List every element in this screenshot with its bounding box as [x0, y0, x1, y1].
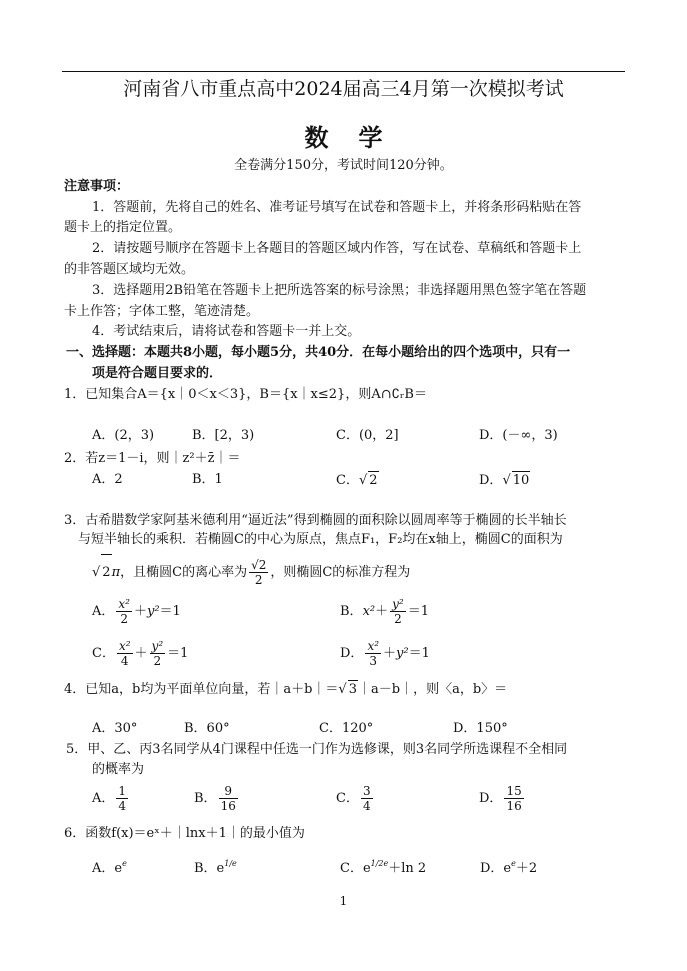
- q3-b-plus: ＋: [375, 604, 389, 619]
- q6-d-sup: e: [511, 859, 516, 868]
- q4-option-d: D．150°: [453, 721, 508, 736]
- q3-line1: 3．古希腊数学家阿基米德利用“逼近法”得到椭圆的面积除以圆周率等于椭圆的长半轴长: [64, 513, 567, 528]
- q3-a-num: x²: [118, 597, 130, 611]
- q2-option-a: A．2: [92, 472, 123, 487]
- q1-stem: 1．已知集合A＝{x｜0＜x＜3}，B＝{x｜x≤2}，则A∩∁ᵣB＝: [64, 387, 427, 402]
- q3-b-den: 2: [394, 612, 402, 626]
- q3-a-label: A．: [92, 604, 115, 619]
- q2-option-d: D．√ 10: [479, 473, 530, 488]
- q3-eccentricity: [249, 558, 268, 587]
- q3-c-frac1: [117, 639, 133, 668]
- section-heading-cont: 项是符合题目要求的．: [92, 366, 223, 381]
- q5-d-label: D．: [479, 791, 503, 806]
- q3-d-label: D．: [340, 646, 364, 661]
- page-number: 1: [339, 894, 348, 908]
- notice-line: 卡上作答；字体工整，笔迹清楚。: [64, 304, 260, 319]
- q3-mid-text: ，且椭圆C的离心率为: [120, 565, 248, 580]
- notice-line: 4．考试结束后，请将试卷和答题卡一并上交。: [92, 324, 361, 339]
- top-rule: [62, 71, 625, 72]
- q5-b-label: B．: [194, 791, 217, 806]
- q3-b-label: B．: [340, 604, 363, 619]
- q4-option-b: B．60°: [184, 721, 230, 736]
- q3-d-den: 3: [369, 654, 378, 668]
- q3-b-x2: x²: [362, 604, 376, 619]
- q6-c-label: C．e: [340, 861, 371, 876]
- q6-b-label: B．e: [194, 861, 225, 876]
- q5-option-a: [92, 783, 130, 815]
- q3-area-pi: π: [111, 565, 121, 580]
- q3-option-c: [92, 638, 188, 670]
- q2-d-radicand: 10: [512, 473, 530, 488]
- q5-d-den: 16: [506, 799, 522, 813]
- q3-b-eq: ＝1: [407, 604, 429, 619]
- q5-d-frac: [504, 784, 523, 813]
- exam-info: 全卷满分150分，考试时间120分钟。: [234, 158, 453, 173]
- q1-option-d: D．(－∞，3): [479, 428, 558, 443]
- q3-a-eq: ＝1: [159, 604, 181, 619]
- q2-c-label: C．: [336, 473, 359, 488]
- q3-b-num: y²: [392, 597, 404, 611]
- q6-option-b: [194, 855, 237, 878]
- notice-heading: 注意事项：: [64, 179, 130, 194]
- q5-line2: 的概率为: [92, 762, 145, 777]
- q3-c-num2: y²: [151, 639, 164, 653]
- notice-line: 1．答题前，先将自己的姓名、准考证号填写在试卷和答题卡上，并将条形码粘贴在答: [92, 200, 582, 215]
- q5-b-num: 9: [219, 784, 238, 799]
- q3-tail-text: ，则椭圆C的标准方程为: [270, 565, 411, 580]
- q6-d-post: ＋2: [515, 861, 538, 876]
- q6-option-a: [92, 855, 127, 878]
- q5-d-num: 15: [506, 784, 522, 798]
- q6-stem: 6．函数f(x)＝eˣ＋｜lnx＋1｜的最小值为: [64, 826, 305, 841]
- subject-title: 数学: [304, 123, 413, 152]
- q4-option-c: C．120°: [319, 721, 374, 736]
- q4-option-a: A．30°: [92, 721, 138, 736]
- q5-a-num: 1: [118, 784, 127, 798]
- q4-stem-radicand: 3: [348, 682, 357, 697]
- q2-d-label: D．: [479, 473, 503, 488]
- q3-d-plus: ＋: [383, 646, 397, 661]
- q1-option-b: B．[2，3): [192, 428, 255, 443]
- q2-option-c: C．√ 2: [336, 473, 378, 488]
- q3-a-y2: y²: [146, 604, 160, 619]
- notice-line: 题卡上的指定位置。: [64, 220, 182, 235]
- q3-option-b: [340, 596, 429, 628]
- q5-a-label: A．: [92, 791, 115, 806]
- q6-a-label: A．e: [92, 861, 123, 876]
- q3-option-a: [92, 596, 181, 628]
- q5-c-label: C．: [336, 791, 359, 806]
- q6-option-d: [480, 855, 537, 878]
- q3-c-num1: x²: [118, 639, 131, 653]
- q4-stem-pre: 4．已知a，b均为平面单位向量，若｜a＋b｜＝: [64, 682, 339, 697]
- q3-c-frac2: [150, 639, 166, 668]
- q6-a-sup: e: [122, 859, 127, 868]
- q6-option-c: [340, 855, 426, 878]
- q4-stem-post: ｜a－b｜，则〈a，b〉＝: [358, 682, 508, 697]
- q5-option-c: [336, 783, 375, 815]
- q3-c-label: C．: [92, 646, 115, 661]
- q6-d-label: D．e: [480, 861, 512, 876]
- q3-d-eq: ＝1: [408, 646, 430, 661]
- q3-d-num: x²: [367, 639, 380, 653]
- q5-a-frac: [116, 784, 128, 813]
- notice-line: 3．选择题用2B铅笔在答题卡上把所选答案的标号涂黑；非选择题用黑色签字笔在答题: [92, 283, 587, 298]
- q5-b-frac: [219, 784, 238, 813]
- q5-option-d: [479, 783, 526, 815]
- q5-c-frac: [361, 784, 373, 813]
- q5-b-den: 16: [220, 799, 236, 813]
- q6-b-sup: 1/e: [224, 859, 237, 868]
- q6-c-sup: 1/2e: [370, 859, 389, 868]
- q3-ecc-den: 2: [254, 573, 263, 587]
- q1-option-c: C．(0，2]: [336, 428, 399, 443]
- q3-a-den: 2: [120, 612, 128, 626]
- q5-c-num: 3: [362, 784, 371, 798]
- q3-d-y2: y²: [396, 646, 409, 661]
- q2-stem: 2．若z＝1－i，则｜z²＋z̄｜＝: [64, 451, 241, 466]
- q2-c-radicand: 2: [369, 473, 378, 488]
- q3-option-d: [340, 638, 430, 670]
- q3-c-den2: 2: [153, 654, 162, 668]
- q3-line3: √ 2π，且椭圆C的离心率为 $\frac{√2}{2}$ ，则椭圆C的标准方程为: [92, 554, 410, 591]
- q3-c-eq: ＝1: [167, 646, 189, 661]
- q5-option-b: [194, 783, 240, 815]
- q3-c-plus: ＋: [134, 646, 148, 661]
- q5-a-den: 4: [118, 799, 127, 813]
- q3-c-den1: 4: [120, 654, 129, 668]
- q3-area-radicand: 2: [101, 554, 111, 591]
- q5-line1: 5．甲、乙、丙3名同学从4门课程中任选一门作为选修课，则3名同学所选课程不全相同: [66, 742, 568, 757]
- notice-line: 2．请按题号顺序在答题卡上各题目的答题区域内作答，写在试卷、草稿纸和答题卡上: [92, 241, 582, 256]
- q3-b-frac: [390, 597, 406, 626]
- exam-title: 河南省八市重点高中2024届高三4月第一次模拟考试: [123, 78, 564, 100]
- q6-c-post: ＋ln 2: [388, 861, 427, 876]
- q4-stem: 4．已知a，b均为平面单位向量，若｜a＋b｜＝√ 3｜a－b｜，则〈a，b〉＝: [64, 682, 508, 697]
- notice-line: 的非答题区域均无效。: [64, 262, 195, 277]
- q3-d-frac: [365, 639, 381, 668]
- q3-a-frac: [116, 597, 132, 626]
- q3-ecc-num: √2: [251, 558, 267, 572]
- q3-a-plus: ＋: [133, 604, 147, 619]
- q2-option-b: B．1: [192, 472, 223, 487]
- section-heading: 一、选择题：本题共8小题，每小题5分，共40分．在每小题给出的四个选项中，只有一: [66, 345, 571, 360]
- q5-c-den: 4: [362, 799, 371, 813]
- q1-option-a: A．(2，3): [92, 428, 155, 443]
- q3-line2: 与短半轴长的乘积．若椭圆C的中心为原点，焦点F₁，F₂均在x轴上，椭圆C的面积为: [78, 532, 563, 547]
